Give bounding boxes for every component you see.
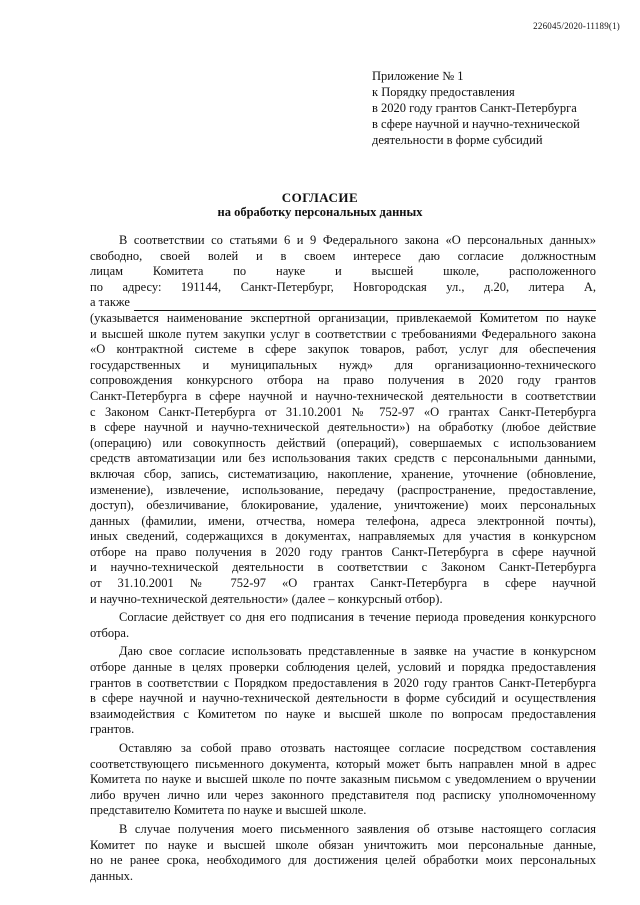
text-line: Комитета по науке и высшей школе по почте заказным письмом с уведомлением о вручении bbox=[90, 772, 596, 787]
document-subtitle: на обработку персональных данных bbox=[217, 205, 423, 219]
text-line: грантов в соответствии с Порядком предоставления в 2020 году грантов Санкт-Петербурга bbox=[90, 675, 596, 690]
text-line: иных сведений, содержащихся в документах, направляемых для участия в конкурсном bbox=[90, 529, 596, 544]
paragraph-data-use bbox=[90, 644, 596, 738]
text-line: В соответствии со статьями 6 и 9 Федерального закона «О персональных данных» bbox=[119, 233, 596, 247]
text-line: изменение), извлечение, использование, передачу (распространение, предоставление, bbox=[90, 482, 596, 497]
text-line: сопровождения конкурсного отбора на право получения в 2020 году грантов bbox=[90, 373, 596, 388]
text-line: от 31.10.2001 № 752-97 «О грантах Санкт-Петербурга в сфере научной bbox=[90, 576, 596, 591]
appendix-line: деятельности в форме субсидий bbox=[372, 133, 543, 147]
appendix-line: Приложение № 1 bbox=[372, 69, 464, 83]
appendix-block bbox=[372, 68, 622, 148]
text-line: средств автоматизации или без использования таких средств с персональными данными, bbox=[90, 451, 596, 466]
text-line: данных. bbox=[90, 868, 134, 883]
paragraph-destruction bbox=[90, 822, 596, 884]
paragraph-validity bbox=[90, 610, 596, 641]
text-line: Согласие действует со дня его подписания в течение периода проведения конкурсного bbox=[119, 610, 596, 625]
organization-fill-line bbox=[90, 295, 596, 311]
text-line: отборе данные в целях проверки соблюдения целей, условий и порядка предоставления bbox=[90, 660, 596, 675]
document-number: 226045/2020-11189(1) bbox=[533, 21, 620, 31]
appendix-line: к Порядку предоставления bbox=[372, 85, 515, 99]
text-line: с Законом Санкт-Петербурга от 31.10.2001 № 752-97 «О грантах Санкт-Петербурга bbox=[90, 404, 596, 419]
text-line: в сфере научной и научно-технической деятельности») на обработку (любое действие bbox=[90, 420, 596, 435]
text-line: и научно-технической деятельности в соответствии с Законом Санкт-Петербурга bbox=[90, 560, 596, 575]
text-line: и высшей школе путем закупки услуг в соответствии с требованиями Федерального закона bbox=[90, 326, 596, 341]
text-line: данных (фамилии, имени, отчества, номера телефона, адреса электронной почты), bbox=[90, 513, 596, 528]
text-line: но не ранее срока, необходимого для достижения целей обработки моих персональных bbox=[90, 853, 596, 868]
text-line: отбора. bbox=[90, 625, 130, 640]
text-line: государственных и муниципальных нужд» для организационно-технического bbox=[90, 357, 596, 372]
text-line: (указывается наименование экспертной организации, привлекаемой Комитетом по науке bbox=[90, 310, 596, 325]
appendix-line: в сфере научной и научно-технической bbox=[372, 117, 580, 131]
fill-underline bbox=[134, 299, 596, 311]
appendix-line: в 2020 году грантов Санкт-Петербурга bbox=[372, 101, 577, 115]
text-line: соответствующего письменного документа, который может быть направлен мной в адрес bbox=[90, 756, 596, 771]
text-line: отборе на право получения в 2020 году грантов Санкт-Петербурга в сфере научной bbox=[90, 544, 596, 559]
paragraph-consent-rest bbox=[90, 311, 596, 607]
text-line: доступ), обезличивание, блокирование, удаление, уничтожение) моих персональных bbox=[90, 498, 596, 513]
text-line: В случае получения моего письменного заявления об отзыве настоящего согласия bbox=[119, 821, 596, 836]
paragraph-consent bbox=[90, 233, 596, 607]
document-title: СОГЛАСИЕ bbox=[281, 190, 359, 205]
text-line: по адресу: 191144, Санкт-Петербург, Новгородская ул., д.20, литера А, bbox=[90, 279, 596, 294]
text-line: Даю свое согласие использовать представленные в заявке на участие в конкурсном bbox=[119, 644, 596, 659]
text-line: либо вручен лично или через законного представителя под расписку уполномоченному bbox=[90, 787, 596, 802]
text-line: свободно, своей волей и в своем интересе даю согласие должностным bbox=[90, 248, 596, 263]
fill-label: а также bbox=[90, 295, 130, 310]
text-line: взаимодействия с Комитетом по науке и высшей школе по вопросам предоставления bbox=[90, 706, 596, 721]
text-line: представителю Комитета по науке и высшей школе. bbox=[90, 803, 367, 818]
text-line: Комитет по науке и высшей школе обязан уничтожить мои персональные данные, bbox=[90, 837, 596, 852]
text-line: и научно-технической деятельности» (далее – конкурсный отбор). bbox=[90, 591, 443, 606]
text-line: Санкт-Петербурга в сфере научной и научно-технической деятельности в соответствии bbox=[90, 388, 596, 403]
document-body bbox=[90, 233, 596, 884]
paragraph-revocation bbox=[90, 741, 596, 819]
text-line: в сфере научной и научно-технической деятельности в форме субсидий и осуществления bbox=[90, 691, 596, 706]
text-line: (операцию) или совокупность действий (операций), совершаемых с использованием bbox=[90, 435, 596, 450]
text-line: «О контрактной системе в сфере закупок товаров, работ, услуг для обеспечения bbox=[90, 342, 596, 357]
text-line: грантов. bbox=[90, 722, 135, 737]
text-line: лицам Комитета по науке и высшей школе, расположенного bbox=[90, 264, 596, 279]
text-line: Оставляю за собой право отозвать настоящее согласие посредством составления bbox=[119, 741, 596, 755]
text-line: включая сбор, запись, систематизацию, накопление, хранение, уточнение (обновление, bbox=[90, 466, 596, 481]
